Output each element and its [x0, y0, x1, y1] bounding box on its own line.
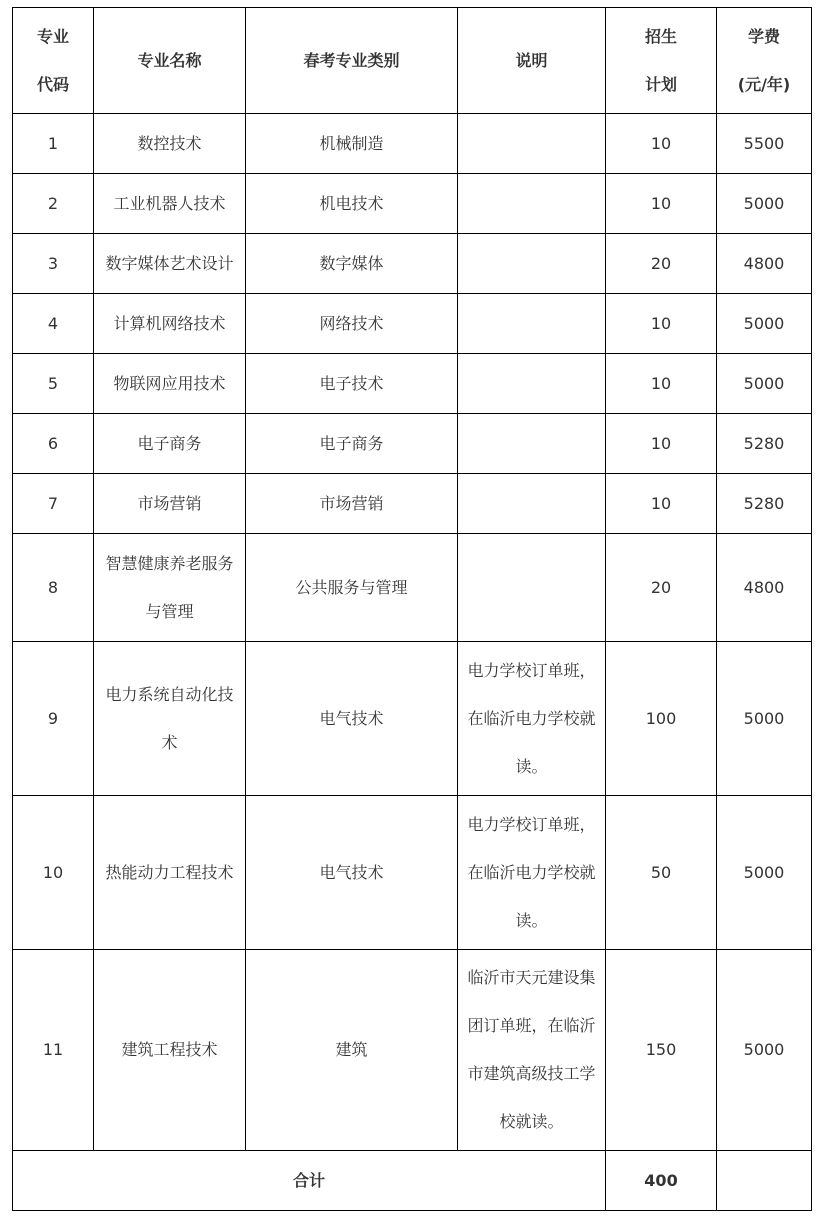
table-row: [13, 114, 812, 174]
total-plan: 400: [606, 1151, 717, 1211]
table-row: [13, 474, 812, 534]
cell-code: 5: [13, 354, 94, 414]
cell-code: 4: [13, 294, 94, 354]
cell-fee: 5000: [717, 796, 812, 950]
cell-note: [458, 294, 606, 354]
cell-plan: 10: [606, 174, 717, 234]
cell-category: 网络技术: [246, 294, 458, 354]
cell-code: 8: [13, 534, 94, 642]
cell-code: 6: [13, 414, 94, 474]
table-row: [13, 642, 812, 796]
cell-fee: 5000: [717, 642, 812, 796]
cell-fee: 5000: [717, 294, 812, 354]
cell-code: 10: [13, 796, 94, 950]
table-row: [13, 414, 812, 474]
header-note: 说明: [458, 8, 606, 114]
cell-category: 建筑: [246, 950, 458, 1151]
cell-fee: 5000: [717, 950, 812, 1151]
cell-name: 物联网应用技术: [94, 354, 246, 414]
cell-plan: 10: [606, 354, 717, 414]
cell-note: 电力学校订单班，在临沂电力学校就读。: [458, 642, 606, 796]
cell-category: 数字媒体: [246, 234, 458, 294]
header-category: 春考专业类别: [246, 8, 458, 114]
cell-code: 9: [13, 642, 94, 796]
table-row: [13, 234, 812, 294]
header-fee: 学费 (元/年): [717, 8, 812, 114]
cell-name: 电子商务: [94, 414, 246, 474]
cell-name: 智慧健康养老服务与管理: [94, 534, 246, 642]
table-row: [13, 796, 812, 950]
cell-code: 2: [13, 174, 94, 234]
cell-fee: 4800: [717, 234, 812, 294]
cell-plan: 10: [606, 474, 717, 534]
cell-note: [458, 474, 606, 534]
cell-name: 计算机网络技术: [94, 294, 246, 354]
cell-plan: 10: [606, 294, 717, 354]
cell-plan: 150: [606, 950, 717, 1151]
cell-code: 11: [13, 950, 94, 1151]
total-label: 合计: [13, 1151, 606, 1211]
cell-fee: 5000: [717, 354, 812, 414]
cell-note: [458, 414, 606, 474]
header-row: [13, 8, 812, 114]
cell-category: 公共服务与管理: [246, 534, 458, 642]
cell-plan: 100: [606, 642, 717, 796]
header-code: 专业 代码: [13, 8, 94, 114]
cell-category: 市场营销: [246, 474, 458, 534]
cell-note: [458, 534, 606, 642]
cell-plan: 20: [606, 534, 717, 642]
total-fee: [717, 1151, 812, 1211]
cell-note: [458, 354, 606, 414]
cell-name: 数字媒体艺术设计: [94, 234, 246, 294]
header-plan: 招生 计划: [606, 8, 717, 114]
cell-fee: 5000: [717, 174, 812, 234]
cell-category: 电气技术: [246, 642, 458, 796]
cell-category: 电子商务: [246, 414, 458, 474]
table-row: [13, 950, 812, 1151]
cell-name: 电力系统自动化技术: [94, 642, 246, 796]
enrollment-table: [12, 7, 812, 1211]
table-row: [13, 534, 812, 642]
cell-name: 市场营销: [94, 474, 246, 534]
cell-category: 机械制造: [246, 114, 458, 174]
cell-code: 7: [13, 474, 94, 534]
table-row: [13, 294, 812, 354]
cell-fee: 4800: [717, 534, 812, 642]
cell-plan: 20: [606, 234, 717, 294]
cell-fee: 5280: [717, 414, 812, 474]
cell-note: [458, 234, 606, 294]
cell-note: [458, 114, 606, 174]
cell-code: 3: [13, 234, 94, 294]
cell-plan: 10: [606, 114, 717, 174]
cell-name: 建筑工程技术: [94, 950, 246, 1151]
header-name: 专业名称: [94, 8, 246, 114]
cell-note: [458, 174, 606, 234]
cell-fee: 5280: [717, 474, 812, 534]
cell-code: 1: [13, 114, 94, 174]
cell-name: 工业机器人技术: [94, 174, 246, 234]
cell-plan: 50: [606, 796, 717, 950]
table-row: [13, 174, 812, 234]
cell-name: 数控技术: [94, 114, 246, 174]
cell-note: 临沂市天元建设集团订单班，在临沂市建筑高级技工学校就读。: [458, 950, 606, 1151]
cell-category: 电子技术: [246, 354, 458, 414]
cell-fee: 5500: [717, 114, 812, 174]
cell-name: 热能动力工程技术: [94, 796, 246, 950]
cell-category: 电气技术: [246, 796, 458, 950]
table-row: [13, 354, 812, 414]
cell-plan: 10: [606, 414, 717, 474]
cell-category: 机电技术: [246, 174, 458, 234]
cell-note: 电力学校订单班，在临沂电力学校就读。: [458, 796, 606, 950]
total-row: [13, 1151, 812, 1211]
